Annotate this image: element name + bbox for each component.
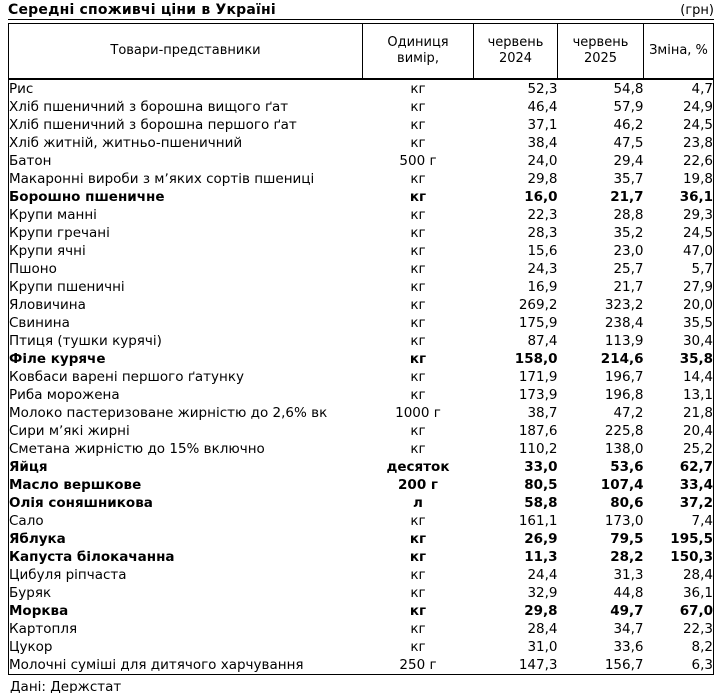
unit-value: кг bbox=[410, 639, 426, 655]
price-jun2024: 147,3 bbox=[518, 657, 558, 673]
table-row bbox=[9, 620, 714, 638]
unit-value: кг bbox=[410, 315, 426, 331]
unit-value: кг bbox=[410, 117, 426, 133]
product-name: Хліб пшеничний з борошна першого ґат bbox=[9, 117, 297, 133]
change-percent: 6,3 bbox=[691, 657, 713, 673]
price-jun2025: 47,5 bbox=[613, 135, 644, 151]
change-percent: 24,9 bbox=[682, 99, 713, 115]
table-row bbox=[9, 170, 714, 188]
product-name: Молоко пастеризоване жирністю до 2,6% вк bbox=[9, 405, 328, 421]
change-percent: 67,0 bbox=[679, 603, 713, 619]
product-name: Морква bbox=[9, 603, 69, 619]
price-jun2025: 35,2 bbox=[613, 225, 644, 241]
change-percent: 27,9 bbox=[682, 279, 713, 295]
product-name: Хліб житній, житньо-пшеничний bbox=[9, 135, 243, 151]
table-row bbox=[9, 79, 714, 98]
price-jun2024: 29,8 bbox=[524, 603, 558, 619]
table-row bbox=[9, 440, 714, 458]
price-jun2025: 31,3 bbox=[613, 567, 644, 583]
price-jun2025: 47,2 bbox=[613, 405, 644, 421]
price-jun2024: 46,4 bbox=[527, 99, 558, 115]
unit-value: кг bbox=[409, 189, 427, 205]
price-jun2025: 107,4 bbox=[600, 477, 644, 493]
price-jun2025: 225,8 bbox=[604, 423, 644, 439]
change-percent: 20,0 bbox=[682, 297, 713, 313]
table-row bbox=[9, 224, 714, 242]
price-jun2024: 80,5 bbox=[524, 477, 558, 493]
unit-value: кг bbox=[410, 585, 426, 601]
unit-value: 200 г bbox=[398, 477, 438, 493]
product-name: Птиця (тушки курячі) bbox=[9, 333, 162, 349]
table-row bbox=[9, 350, 714, 368]
price-jun2024: 161,1 bbox=[518, 513, 558, 529]
unit-value: 250 г bbox=[399, 657, 437, 673]
table-header bbox=[9, 24, 714, 80]
table-row bbox=[9, 476, 714, 494]
change-percent: 22,6 bbox=[682, 153, 713, 169]
change-percent: 150,3 bbox=[670, 549, 713, 565]
unit-value: 1000 г bbox=[395, 405, 441, 421]
change-percent: 62,7 bbox=[679, 459, 713, 475]
table-row bbox=[9, 278, 714, 296]
price-jun2025: 79,5 bbox=[610, 531, 644, 547]
change-percent: 8,2 bbox=[691, 639, 713, 655]
price-jun2025: 113,9 bbox=[604, 333, 644, 349]
unit-value: кг bbox=[410, 333, 426, 349]
product-name: Батон bbox=[9, 153, 52, 169]
price-jun2024: 24,3 bbox=[527, 261, 558, 277]
table-row bbox=[9, 206, 714, 224]
table-row bbox=[9, 242, 714, 260]
table-row bbox=[9, 458, 714, 476]
price-jun2025: 80,6 bbox=[610, 495, 644, 511]
product-name: Пшоно bbox=[9, 261, 57, 277]
change-percent: 33,4 bbox=[679, 477, 713, 493]
unit-value: кг bbox=[410, 225, 426, 241]
price-jun2024: 28,4 bbox=[527, 621, 558, 637]
unit-value: кг bbox=[410, 297, 426, 313]
product-name: Сири мʼякі жирні bbox=[9, 423, 130, 439]
change-percent: 4,7 bbox=[691, 81, 713, 97]
price-jun2024: 38,4 bbox=[527, 135, 558, 151]
table-row bbox=[9, 584, 714, 602]
product-name: Філе куряче bbox=[9, 351, 106, 367]
product-name: Крупи ячні bbox=[9, 243, 86, 259]
unit-value: кг bbox=[410, 423, 426, 439]
price-jun2025: 214,6 bbox=[600, 351, 644, 367]
unit-value: кг bbox=[410, 171, 426, 187]
price-jun2025: 33,6 bbox=[613, 639, 644, 655]
change-percent: 5,7 bbox=[691, 261, 713, 277]
product-name: Свинина bbox=[9, 315, 70, 331]
table-row bbox=[9, 422, 714, 440]
product-name: Масло вершкове bbox=[9, 477, 142, 493]
price-jun2025: 156,7 bbox=[604, 657, 644, 673]
table-row bbox=[9, 386, 714, 404]
unit-value: кг bbox=[409, 549, 427, 565]
unit-value: кг bbox=[410, 567, 426, 583]
change-percent: 20,4 bbox=[682, 423, 713, 439]
price-jun2024: 187,6 bbox=[518, 423, 558, 439]
price-jun2024: 31,0 bbox=[527, 639, 558, 655]
change-percent: 25,2 bbox=[682, 441, 713, 457]
change-percent: 24,5 bbox=[682, 117, 713, 133]
page-title: Середні споживчі ціни в Україні bbox=[8, 2, 276, 18]
change-percent: 28,4 bbox=[682, 567, 713, 583]
price-jun2024: 158,0 bbox=[514, 351, 558, 367]
unit-value: десяток bbox=[386, 459, 450, 475]
unit-value: кг bbox=[410, 261, 426, 277]
unit-value: кг bbox=[410, 441, 426, 457]
price-jun2024: 28,3 bbox=[527, 225, 558, 241]
unit-value: кг bbox=[410, 279, 426, 295]
product-name: Крупи манні bbox=[9, 207, 97, 223]
price-jun2024: 16,9 bbox=[527, 279, 558, 295]
product-name: Сметана жирністю до 15% включно bbox=[9, 441, 265, 457]
unit-value: 500 г bbox=[399, 153, 437, 169]
price-jun2024: 15,6 bbox=[527, 243, 558, 259]
price-jun2024: 87,4 bbox=[527, 333, 558, 349]
product-name: Молочні суміші для дитячого харчування bbox=[9, 657, 304, 673]
unit-value: кг bbox=[410, 81, 426, 97]
price-jun2024: 24,4 bbox=[527, 567, 558, 583]
product-name: Макаронні вироби з мʼяких сортів пшениці bbox=[9, 171, 315, 187]
table-row bbox=[9, 494, 714, 512]
price-jun2025: 323,2 bbox=[604, 297, 644, 313]
product-name: Яблука bbox=[9, 531, 66, 547]
product-name: Крупи пшеничні bbox=[9, 279, 125, 295]
change-percent: 24,5 bbox=[682, 225, 713, 241]
price-jun2025: 21,7 bbox=[613, 279, 644, 295]
title-bar bbox=[8, 2, 714, 20]
change-percent: 35,5 bbox=[682, 315, 713, 331]
change-percent: 35,8 bbox=[679, 351, 713, 367]
product-name: Крупи гречані bbox=[9, 225, 110, 241]
table-row bbox=[9, 260, 714, 278]
unit-value: кг bbox=[410, 207, 426, 223]
price-jun2024: 24,0 bbox=[527, 153, 558, 169]
price-jun2024: 26,9 bbox=[524, 531, 558, 547]
price-jun2025: 35,7 bbox=[613, 171, 644, 187]
unit-value: кг bbox=[410, 369, 426, 385]
table-row bbox=[9, 134, 714, 152]
unit-value: кг bbox=[410, 135, 426, 151]
price-jun2025: 28,2 bbox=[610, 549, 644, 565]
unit-value: кг bbox=[409, 531, 427, 547]
column-header-unit: Одиниця вимір, bbox=[363, 24, 474, 80]
unit-value: кг bbox=[410, 387, 426, 403]
product-name: Олія соняшникова bbox=[9, 495, 153, 511]
product-name: Яловичина bbox=[9, 297, 86, 313]
unit-value: кг bbox=[409, 603, 427, 619]
product-name: Картопля bbox=[9, 621, 78, 637]
column-header-jun2025: червень 2025 bbox=[558, 24, 644, 80]
currency-note: (грн) bbox=[680, 3, 714, 18]
price-jun2024: 22,3 bbox=[527, 207, 558, 223]
unit-value: кг bbox=[410, 243, 426, 259]
product-name: Цукор bbox=[9, 639, 53, 655]
price-jun2025: 196,8 bbox=[604, 387, 644, 403]
price-jun2025: 46,2 bbox=[613, 117, 644, 133]
product-name: Хліб пшеничний з борошна вищого ґат bbox=[9, 99, 289, 115]
price-jun2025: 57,9 bbox=[613, 99, 644, 115]
product-name: Сало bbox=[9, 513, 44, 529]
price-jun2024: 171,9 bbox=[518, 369, 558, 385]
price-jun2024: 58,8 bbox=[524, 495, 558, 511]
change-percent: 36,1 bbox=[682, 585, 713, 601]
product-name: Капуста білокачанна bbox=[9, 549, 175, 565]
price-jun2024: 52,3 bbox=[527, 81, 558, 97]
product-name: Буряк bbox=[9, 585, 52, 601]
unit-value: кг bbox=[410, 621, 426, 637]
product-name: Ковбаси варені першого ґатунку bbox=[9, 369, 245, 385]
change-percent: 37,2 bbox=[679, 495, 713, 511]
data-source: Дані: Держстат bbox=[10, 679, 122, 693]
price-jun2024: 33,0 bbox=[524, 459, 558, 475]
price-jun2024: 175,9 bbox=[518, 315, 558, 331]
table-row bbox=[9, 638, 714, 656]
price-jun2025: 238,4 bbox=[604, 315, 644, 331]
product-name: Рис bbox=[9, 81, 34, 97]
change-percent: 19,8 bbox=[682, 171, 713, 187]
table-row bbox=[9, 566, 714, 584]
table-row bbox=[9, 188, 714, 206]
table-row bbox=[9, 530, 714, 548]
product-name: Риба морожена bbox=[9, 387, 120, 403]
table-row bbox=[9, 98, 714, 116]
column-header-jun2024: червень 2024 bbox=[474, 24, 558, 80]
table-row bbox=[9, 314, 714, 332]
unit-value: кг bbox=[410, 99, 426, 115]
price-jun2025: 53,6 bbox=[610, 459, 644, 475]
price-jun2025: 49,7 bbox=[610, 603, 644, 619]
column-header-change: Зміна, % bbox=[644, 24, 714, 80]
change-percent: 14,4 bbox=[682, 369, 713, 385]
product-name: Цибуля ріпчаста bbox=[9, 567, 127, 583]
table-row bbox=[9, 548, 714, 566]
change-percent: 21,8 bbox=[682, 405, 713, 421]
table-row bbox=[9, 512, 714, 530]
table-row bbox=[9, 656, 714, 675]
table-body bbox=[9, 79, 714, 675]
table-row bbox=[9, 116, 714, 134]
price-jun2025: 29,4 bbox=[613, 153, 644, 169]
change-percent: 7,4 bbox=[691, 513, 713, 529]
change-percent: 29,3 bbox=[682, 207, 713, 223]
price-jun2024: 269,2 bbox=[518, 297, 558, 313]
price-jun2024: 173,9 bbox=[518, 387, 558, 403]
product-name: Борошно пшеничне bbox=[9, 189, 165, 205]
price-jun2024: 29,8 bbox=[527, 171, 558, 187]
change-percent: 195,5 bbox=[670, 531, 713, 547]
price-jun2025: 196,7 bbox=[604, 369, 644, 385]
price-jun2025: 25,7 bbox=[613, 261, 644, 277]
price-jun2024: 37,1 bbox=[527, 117, 558, 133]
change-percent: 30,4 bbox=[682, 333, 713, 349]
price-jun2025: 21,7 bbox=[610, 189, 644, 205]
product-name: Яйця bbox=[9, 459, 48, 475]
unit-value: кг bbox=[409, 351, 427, 367]
change-percent: 22,3 bbox=[682, 621, 713, 637]
price-jun2025: 44,8 bbox=[613, 585, 644, 601]
table-row bbox=[9, 332, 714, 350]
price-jun2025: 34,7 bbox=[613, 621, 644, 637]
header-row bbox=[9, 24, 714, 80]
price-jun2025: 28,8 bbox=[613, 207, 644, 223]
table-row bbox=[9, 404, 714, 422]
change-percent: 47,0 bbox=[682, 243, 713, 259]
unit-value: кг bbox=[410, 513, 426, 529]
price-jun2024: 16,0 bbox=[524, 189, 558, 205]
change-percent: 23,8 bbox=[682, 135, 713, 151]
price-jun2024: 11,3 bbox=[524, 549, 558, 565]
price-jun2025: 138,0 bbox=[604, 441, 644, 457]
column-header-product: Товари-представники bbox=[9, 24, 363, 80]
unit-value: л bbox=[413, 495, 423, 511]
price-jun2024: 110,2 bbox=[518, 441, 558, 457]
change-percent: 13,1 bbox=[682, 387, 713, 403]
table-row bbox=[9, 602, 714, 620]
price-jun2025: 54,8 bbox=[613, 81, 644, 97]
table-row bbox=[9, 296, 714, 314]
table-row bbox=[9, 152, 714, 170]
prices-table bbox=[8, 23, 714, 675]
price-jun2024: 32,9 bbox=[527, 585, 558, 601]
table-row bbox=[9, 368, 714, 386]
price-jun2025: 23,0 bbox=[613, 243, 644, 259]
change-percent: 36,1 bbox=[679, 189, 713, 205]
price-jun2025: 173,0 bbox=[604, 513, 644, 529]
price-jun2024: 38,7 bbox=[527, 405, 558, 421]
